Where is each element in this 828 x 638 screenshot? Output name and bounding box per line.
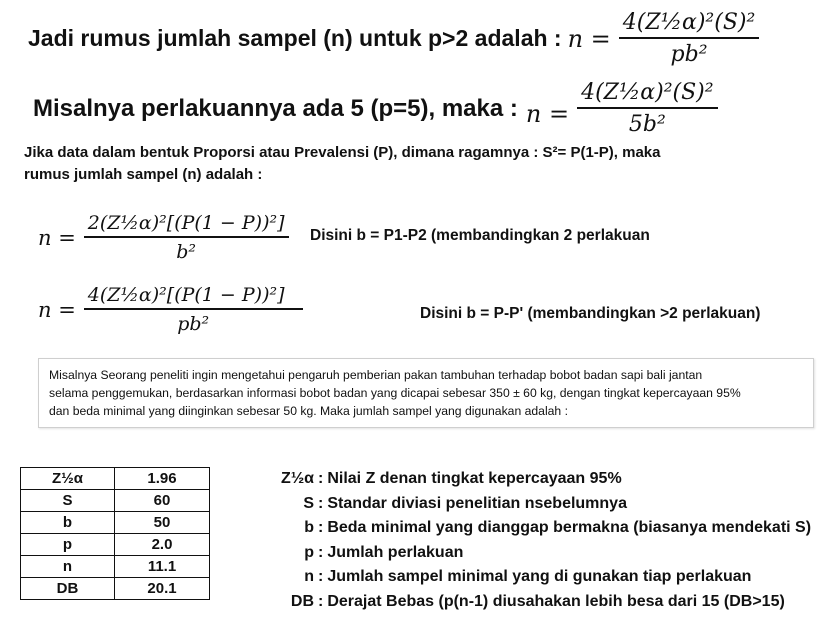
formula-3-lhs: n =	[38, 225, 76, 250]
formula-3-note: Disini b = P1-P2 (membandingkan 2 perlakuan	[310, 227, 650, 244]
formula-4-lhs: n =	[38, 297, 76, 322]
legend-text: Derajat Bebas (p(n-1) diusahakan lebih besa dari 15 (DB>15)	[327, 592, 785, 610]
formula-3-fraction	[84, 212, 289, 263]
table-cell-value: 60	[115, 490, 210, 512]
formula-4-note: Disini b = P-P' (membandingkan >2 perlakuan)	[420, 305, 761, 322]
formula-2-lhs: n =	[525, 99, 570, 128]
table-cell-label: b	[21, 512, 115, 534]
table-row	[21, 468, 210, 490]
table-cell-label: S	[21, 490, 115, 512]
example-box	[38, 358, 814, 428]
table-row	[21, 512, 210, 534]
heading-2-text: Misalnya perlakuannya ada 5 (p=5), maka :	[33, 94, 518, 122]
legend-item: n : Jumlah sampel minimal yang di gunakan tiap perlakuan	[256, 565, 811, 590]
formula-2-denominator: 5b²	[628, 112, 666, 137]
formula-1-denominator: pb²	[670, 42, 708, 67]
legend-symbol: S	[303, 494, 314, 512]
formula-1-numerator: 4(Z½α)²(S)²	[619, 10, 760, 39]
table-row	[21, 490, 210, 512]
legend-symbol: Z½α	[281, 470, 314, 488]
table-cell-value: 20.1	[115, 578, 210, 600]
example-line-2: selama penggemukan, berdasarkan informasi bobot badan yang dicapai sebesar 350 ± 60 kg, dengan tingkat kepercayaan 95%	[49, 386, 741, 400]
table-cell-label: p	[21, 534, 115, 556]
legend-symbol: b	[304, 519, 314, 537]
formula-2-numerator: 4(Z½α)²(S)²	[577, 80, 718, 109]
legend-text: Beda minimal yang dianggap bermakna (biasanya mendekati S)	[327, 519, 812, 537]
legend-text: Jumlah perlakuan	[327, 543, 464, 561]
proportion-line-2: rumus jumlah sampel (n) adalah :	[24, 166, 263, 183]
formula-3-numerator: 2(Z½α)²[(P(1 − P))²]	[84, 212, 289, 238]
legend-symbol: DB	[290, 592, 314, 610]
formula-4	[38, 284, 303, 335]
formula-4-denominator: pb²	[177, 313, 210, 335]
example-line-3: dan beda minimal yang diinginkan sebesar 50 kg. Maka jumlah sampel yang digunakan adalah :	[49, 404, 568, 418]
legend-text: Standar diviasi penelitian nsebelumnya	[327, 494, 627, 512]
table-cell-label: n	[21, 556, 115, 578]
table-cell-value: 11.1	[115, 556, 210, 578]
table-cell-label: Z½α	[21, 468, 115, 490]
proportion-paragraph	[24, 142, 814, 186]
formula-1-fraction	[619, 10, 760, 67]
legend-item: b : Beda minimal yang dianggap bermakna (biasanya mendekati S)	[256, 516, 811, 541]
legend-symbol: p	[304, 543, 314, 561]
legend-item: DB : Derajat Bebas (p(n-1) diusahakan lebih besa dari 15 (DB>15)	[256, 590, 811, 615]
table-row	[21, 578, 210, 600]
table-cell-value: 50	[115, 512, 210, 534]
formula-2-fraction	[577, 80, 718, 137]
heading-1-text: Jadi rumus jumlah sampel (n) untuk p>2 adalah :	[28, 25, 562, 51]
table-row	[21, 534, 210, 556]
table-cell-label: DB	[21, 578, 115, 600]
formula-4-fraction	[84, 284, 303, 335]
formula-1-lhs: n =	[567, 24, 611, 53]
example-line-1: Misalnya Seorang peneliti ingin mengetahui pengaruh pemberian pakan tambuhan terhadap bobot badan sapi bali jantan	[49, 368, 703, 382]
formula-4-numerator: 4(Z½α)²[(P(1 − P))²]	[84, 284, 303, 310]
formula-3-denominator: b²	[176, 241, 197, 263]
formula-3	[38, 212, 289, 263]
legend-text: Nilai Z denan tingkat kepercayaan 95%	[327, 470, 622, 488]
proportion-line-1: Jika data dalam bentuk Proporsi atau Prevalensi (P), dimana ragamnya : S²= P(1-P), maka	[24, 144, 661, 161]
table-row	[21, 556, 210, 578]
heading-1	[28, 10, 759, 67]
table-cell-value: 1.96	[115, 468, 210, 490]
symbol-legend	[256, 467, 811, 614]
heading-2	[33, 80, 718, 137]
legend-item: S : Standar diviasi penelitian nsebelumnya	[256, 492, 811, 517]
legend-text: Jumlah sampel minimal yang di gunakan tiap perlakuan	[327, 568, 752, 586]
legend-symbol: n	[304, 568, 314, 586]
values-table	[20, 467, 210, 600]
table-cell-value: 2.0	[115, 534, 210, 556]
legend-item: Z½α : Nilai Z denan tingkat kepercayaan 95%	[256, 467, 811, 492]
legend-item: p : Jumlah perlakuan	[256, 541, 811, 566]
